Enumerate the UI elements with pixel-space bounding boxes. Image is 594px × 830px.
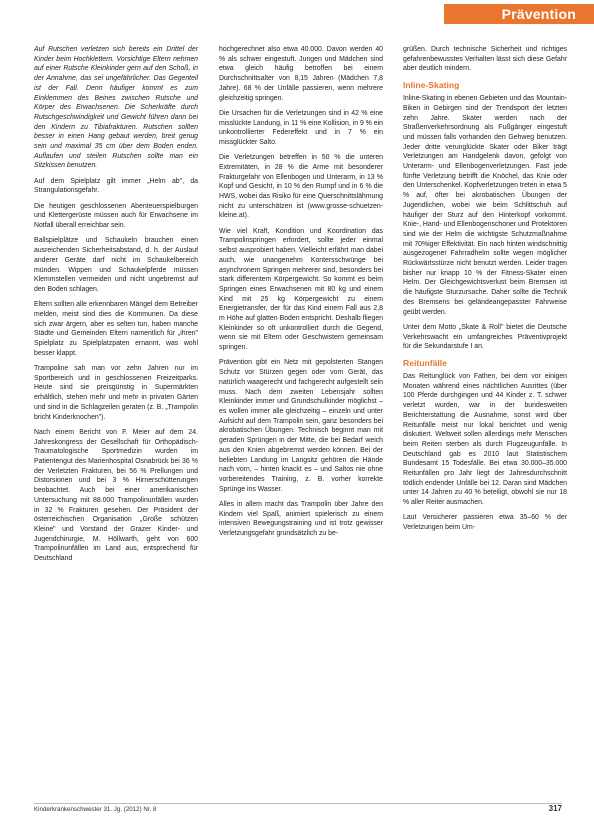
paragraph: Inline-Skating in ebenen Gebieten und das Mountain-Biken in Gebirgen sind der Trendsport der letzten zehn Jahre. Skater werden nach der Straßenverkehrsordnung als Fußgänger eingestuft und müssen falls vorhanden den Gehweg benutzen. Jeder dritte verunglückte Skater oder Biker trägt Verletzungen am Handgelenk davon, gefolgt von Unterarm- und Ellenbogenverletzungen. Fast jede fünfte Verletzung betrifft die Knöchel, das Knie oder den Unterschenkel. Kopfverletzungen treten in etwa 5 % auf, öfter bei akrobatischen Übungen der Jugendlichen, wobei wie beim Schlittschuh auf häufiger der Sturz auf den Hinterkopf vorkommt. Knie-, Hand- und Ellenbogenschoner und Protektoren sind wie der Helm die wichtigste Schutzmaßnahme mit 70%iger Effektivität. Ein nach hinten windschnittig ausgezogener Fahrradhelm sollte wegen möglicher Rückwärtsstürze nicht benutzt werden. Leider tragen bisher nur knapp 10 % der Fitness-Skater einen Helm. Der Gleichgewichtsverlust beim Bremsen ist die häufigste Sturzursache. Daher sollte die Technik des Bremsens bei geländeangepasster Fahrweise geübt werden.	[403, 95, 567, 316]
column-left	[34, 45, 198, 569]
column-middle	[219, 45, 383, 544]
page-footer	[34, 803, 562, 817]
paragraph: Die heutigen geschlossenen Abenteuerspielburgen und Klettergerüste müssen auch für Erwachsene im Notfall überall erreichbar sein.	[34, 202, 198, 230]
footer-divider	[34, 803, 562, 804]
column-right	[403, 45, 567, 538]
paragraph: Unter dem Motto „Skate & Roll" bietet die Deutsche Verkehrswacht ein umfangreiches Präventivprojekt für die Sekundarstufe I an.	[403, 323, 567, 351]
subheading-reitunfaelle: Reitunfälle	[403, 357, 447, 368]
paragraph-text: Auf Rutschen verletzen sich bereits ein Drittel der Kinder beim Hochklettern. Vorsichtige Eltern nehmen auf einer Rutsche Kleinkinder gern auf den Schoß, in der Annahme, das sei ungefährlicher. Das Gegenteil ist der Fall. Denn häufiger kommt es zum Einklemmen des Beines zwischen Rutsche und Körper des Erwachsenen. Die Scherkräfte durch Rutschgeschwindigkeit und Gewicht führen dann bei den Kindern zu Tibiafrakturen. Rutschen sollten besser in einen Hang gebaut werden, breit genug sein und maximal 35 cm über dem Boden enden. Auflaufen und steilen Rutschen sollte man ein Sitzkissen benutzen.	[34, 46, 198, 170]
paragraph: Die Ursachen für die Verletzungen sind in 42 % eine misslückte Landung, in 11 % eine Kollision, in 9 % ein unkontrollierter Federeffekt und in 7 % ein missglückter Salto.	[219, 109, 383, 146]
paragraph: Wie viel Kraft, Kondition und Koordination das Trampolinspringen erfordert, sollte jeder einmal selbst ausprobiert haben. Vielleicht erfährt man dabei auch, wie unangenehm Kontersschwünge bei asynchronem Springen mehrerer sind, besonders bei stark differentem Körpergewicht. So kommt es beim Springen eines Erwachsenen mit 80 kg und einem Kind mit 25 kg Körpergewicht zu einem Energietransfer, der für das Kind einem Fall aus 2,8 m Höhe auf glatten Boden entspricht. Deshalb fliegen Kleinkinder so oft unkontrolliert durch die Gegend, wenn sie mit Eltern oder Geschwistern gemeinsam springen.	[219, 227, 383, 352]
paragraph: Prävention gibt ein Netz mit gepolsterten Stangen Schutz vor Stürzen gegen oder vom Gerät, das natürlich waagerecht und fachgerecht aufgestellt sein muss. Nach dem zweiten Lebensjahr sollten Kleinkinder immer und Grundschulkinder möglichst – es wollen immer alle gleichzeitig – einzeln und unter Aufsicht auf dem Trampolin sein, ganz besonders bei akrobatischen Übungen. Technisch beginnt man mit geraden Sprüngen in der Mitte, die bei Bedarf weich aus den Knien abgebremst werden können. Bei der beliebten Landung im Langsitz gehören die Hände nach vorn, – hinten knackt es – und Saltos nie ohne vorbereitendes Training, z. B. vorher korrekte Sprünge ins Wasser.	[219, 359, 383, 493]
paragraph: Alles in allem macht das Trampolin über Jahre den Kindern viel Spaß, animiert spielerisch zu einem intensiven Bewegungstraining und ist trotz gewisser Verletzungsgefahr grundsätzlich zu be-	[219, 500, 383, 538]
paragraph: Auf dem Spielplatz gilt immer „Helm ab", da Strangulationsgefahr.	[34, 177, 198, 195]
subheading-inline-skating: Inline-Skating	[403, 80, 460, 91]
page-number: 317	[548, 804, 562, 813]
paragraph: Trampoline sah man vor zehn Jahren nur im Sportbereich und in geschlossenen Freizeitparks. Heute sind sie preisgünstig in Supermärkten erhältlich, stehen mehr und mehr in privaten Gärten und sind in die Schlagzeilen geraten (z. B. „Trampolin bricht Kinderknochen").	[34, 365, 198, 421]
paragraph: Nach einem Bericht von F. Meier auf dem 24. Jahreskongress der Gesellschaft für Orthopädisch-Traumatologische Sportmedizin wurden im Patientengut des Marienhospital Osnabrück bei 36 % der Verletzten Frakturen, bei 56 % Prellungen und Distorsionen und bei 3 % Hirnerschütterungen beobachtet. Auch bei einer amerikanischen Untersuchung mit 88.000 Trampolinunfällen wurden in 32 % Frakturen gesehen. Der Präsident der österreichischen Organisation „Große schützen Kleine" und Vorstand der Grazer Kinder- und Jugendchirurgie, M. Höllwarth, geht von 600 Trampolinunfällen im Land aus, entsprechend für Deutschland	[34, 428, 198, 563]
paragraph: Die Verletzungen betreffen in 50 % die unteren Extremitäten, in 28 % die Arme mit besonderer Frakturgefahr von Ellenbogen und Unterarm, in 13 % Kopf und Gesicht, in 10 % den Rumpf und in 6 % die HWS, wobei das Risiko für eine Querschnittslähmung nicht zu unterschätzen ist (www.grosse-schuetzen-kleine.at).	[219, 154, 383, 220]
paragraph: Eltern sollten alle erkennbaren Mängel dem Betreiber melden, meist sind dies die Kommunen. Da diese sich zwar ärgern, aber es selten tun, haben manche Städte und Gemeinden Eltern namentlich für „ihren" Spielplatz zu Spielplatzpaten ernannt, was wohl besser klappt.	[34, 301, 198, 357]
section-band	[444, 4, 594, 24]
journal-citation: Kinderkrankenschwester 31. Jg. (2012) Nr. 8	[34, 806, 157, 813]
section-title: Prävention	[501, 6, 576, 22]
paragraph: hochgerechnet also etwa 40.000. Davon werden 40 % als schwer eingestuft. Jungen und Mädchen sind etwa gleich häufig betroffen bei einem Durchschnittsalter von 8,15 Jahren (Mädchen 7,8 Jahre). 68 % der Unfälle passieren, wenn mehrere gleichzeitig springen.	[219, 46, 383, 102]
paragraph: Laut Versicherer passieren etwa 35–60 % der Verletzungen beim Um-	[403, 514, 567, 532]
paragraph: Das Reitunglück von Fathen, bei dem vor einigen Monaten während eines nächtlichen Ausrittes (über 100 Pferde durchgingen und 44 Kinder z. T. schwer verletzt wurden, war in der bundesweiten Berichterstattung die Ausnahme, sonst wird über Reitunfälle meist nur lokal berichtet und wenig diskutiert. Weltweit sollen allerdings mehr Menschen beim Reiten sterben als durch Flugzeugunfälle. In Deutschland gab es 2010 laut Statistischem Bundesamt 15 Todesfälle. Bei etwa 30.000–35.000 Reitunfällen pro Jahr liegt der Jahresdurchschnitt tödlich endender Unfälle bei 12. Daran sind Mädchen unter 14 Jahren zu 40 % beteiligt, obwohl sie nur 18 % aller Reiter ausmachen.	[403, 372, 567, 507]
paragraph: grüßen. Durch technische Sicherheit und richtiges gefahrenbewusstes Verhalten lässt sich diese Gefahr aber deutlich mindern.	[403, 46, 567, 73]
paragraph	[34, 45, 198, 171]
section-header	[0, 4, 594, 24]
paragraph: Ballspielplätze und Schaukeln brauchen einen ausreichenden Sicherheitsabstand, d. h. der Auslauf anderer Geräte darf nicht im Schaukelbereich münden. Wippen und Schaukelpferde müssen Klemmstellen vermeiden und nicht ungebremst auf den Boden schlagen.	[34, 237, 198, 293]
